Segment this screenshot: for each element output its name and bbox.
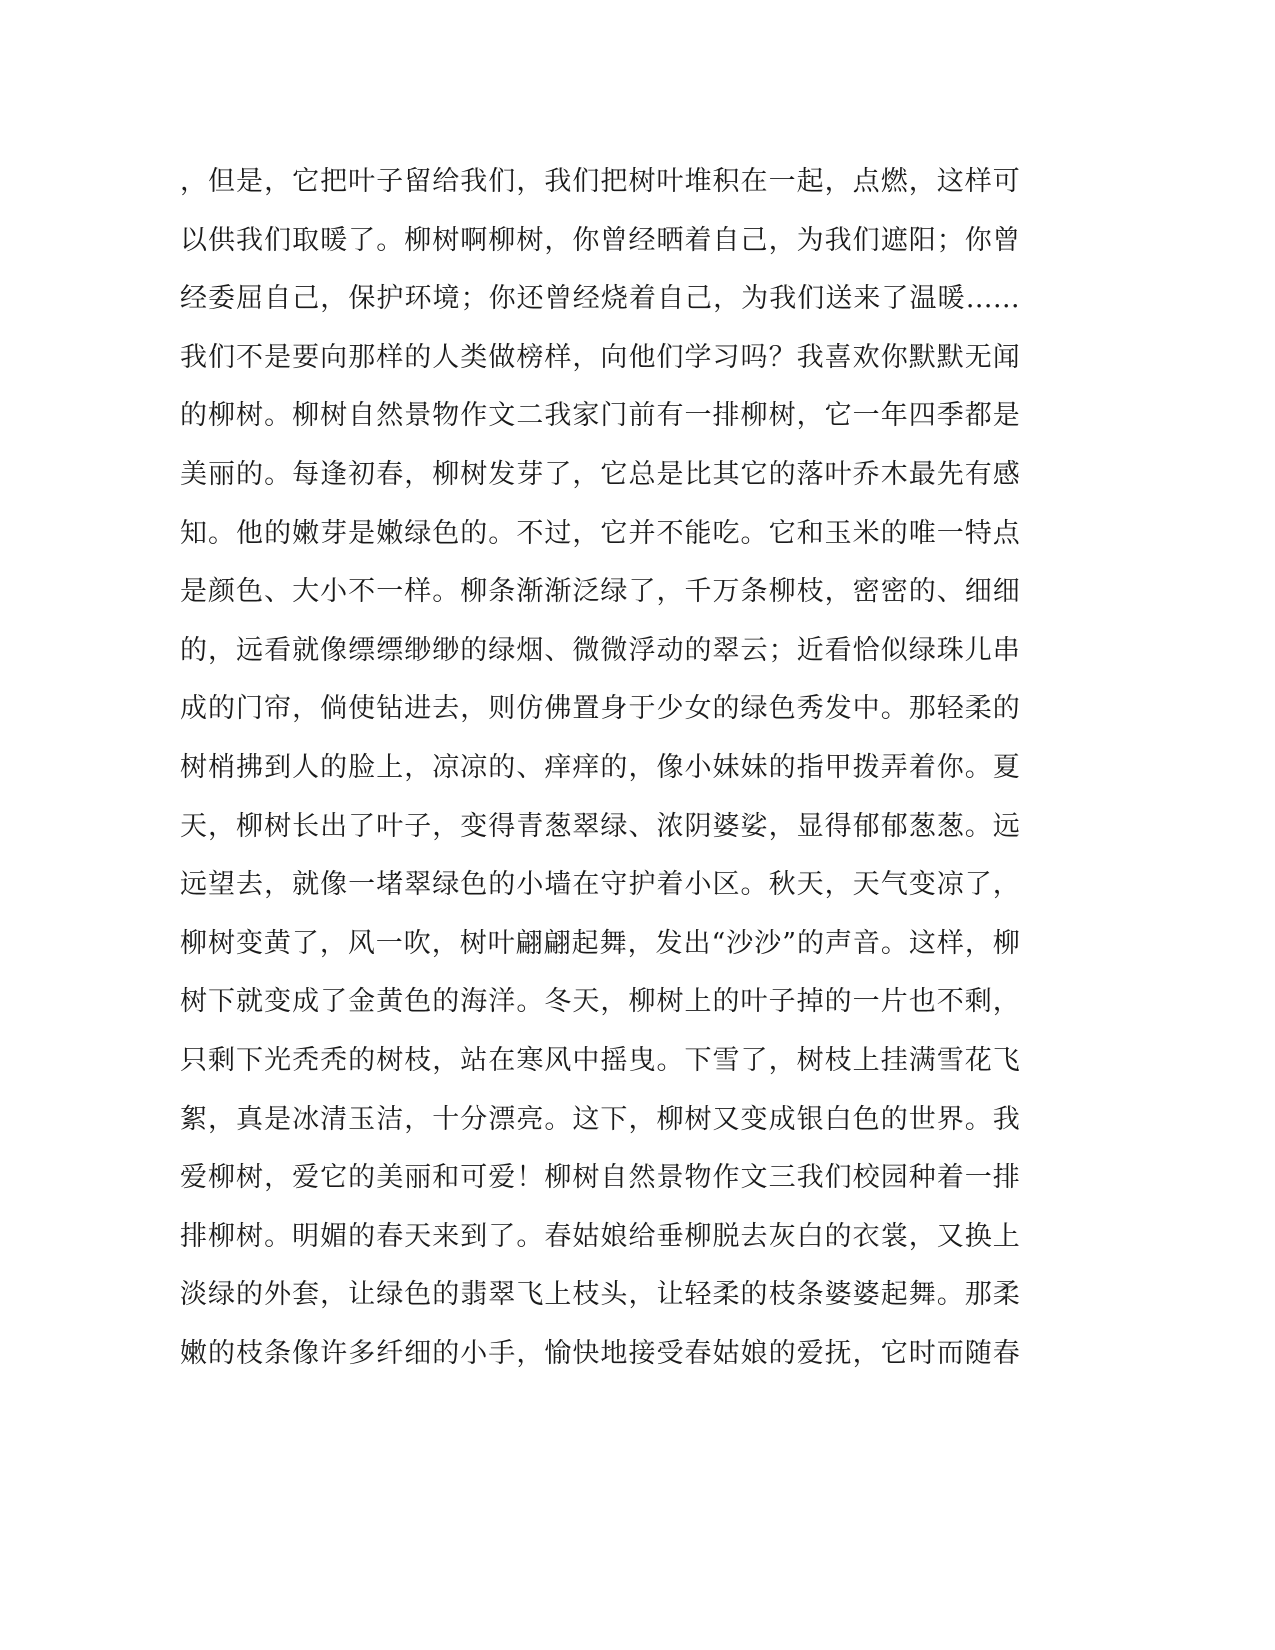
text-line: 的，远看就像缥缥缈缈的绿烟、微微浮动的翠云；近看恰似绿珠儿串 [180, 634, 1020, 666]
text-line: 我们不是要向那样的人类做榜样，向他们学习吗？我喜欢你默默无闻 [180, 341, 1020, 373]
text-line: 成的门帘，倘使钻进去，则仿佛置身于少女的绿色秀发中。那轻柔的 [180, 693, 1020, 725]
text-line: 美丽的。每逢初春，柳树发芽了，它总是比其它的落叶乔木最先有感 [180, 458, 1020, 490]
text-line: 只剩下光秃秃的树枝，站在寒风中摇曳。下雪了，树枝上挂满雪花飞 [180, 1044, 1020, 1076]
text-line: ，但是，它把叶子留给我们，我们把树叶堆积在一起，点燃，这样可 [180, 166, 1020, 197]
text-line: 絮，真是冰清玉洁，十分漂亮。这下，柳树又变成银白色的世界。我 [180, 1103, 1020, 1135]
text-line: 远望去，就像一堵翠绿色的小墙在守护着小区。秋天，天气变凉了， [180, 869, 1020, 901]
text-line: 是颜色、大小不一样。柳条渐渐泛绿了，千万条柳枝，密密的、细细 [180, 576, 1020, 608]
text-line: 柳树变黄了，风一吹，树叶翩翩起舞，发出“沙沙”的声音。这样，柳 [180, 927, 1020, 959]
text-line: 树下就变成了金黄色的海洋。冬天，柳树上的叶子掉的一片也不剩， [180, 986, 1020, 1018]
text-line: 知。他的嫩芽是嫩绿色的。不过，它并不能吃。它和玉米的唯一特点 [180, 517, 1020, 549]
text-line: 的柳树。柳树自然景物作文二我家门前有一排柳树，它一年四季都是 [180, 400, 1020, 432]
text-line: 排柳树。明媚的春天来到了。春姑娘给垂柳脱去灰白的衣裳，又换上 [180, 1220, 1020, 1252]
text-line: 爱柳树，爱它的美丽和可爱！柳树自然景物作文三我们校园种着一排 [180, 1162, 1020, 1194]
text-line: 以供我们取暖了。柳树啊柳树，你曾经晒着自己，为我们遮阳；你曾 [180, 224, 1020, 256]
text-line: 树梢拂到人的脸上，凉凉的、痒痒的，像小妹妹的指甲拨弄着你。夏 [180, 751, 1020, 783]
text-line: 天，柳树长出了叶子，变得青葱翠绿、浓阴婆娑，显得郁郁葱葱。远 [180, 810, 1020, 842]
text-line: 嫩的枝条像许多纤细的小手，愉快地接受春姑娘的爱抚，它时而随春 [180, 1337, 1020, 1369]
essay-body [180, 159, 1020, 1389]
text-line: 经委屈自己，保护环境；你还曾经烧着自己，为我们送来了温暖…… [180, 283, 1020, 315]
text-line: 淡绿的外套，让绿色的翡翠飞上枝头，让轻柔的枝条婆婆起舞。那柔 [180, 1279, 1020, 1311]
